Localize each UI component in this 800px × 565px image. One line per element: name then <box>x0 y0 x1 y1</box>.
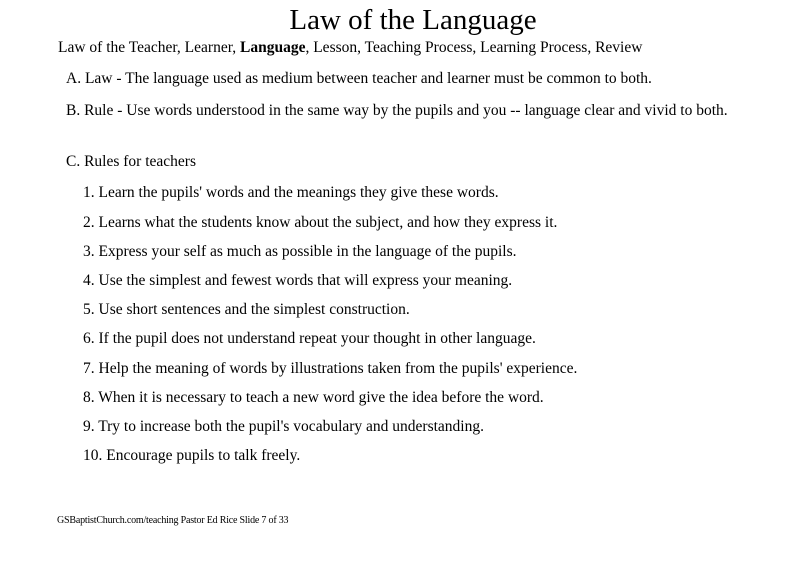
rule-item-3: 3. Express your self as much as possible in the language of the pupils. <box>83 243 517 260</box>
rule-item-2: 2. Learns what the students know about the subject, and how they express it. <box>83 214 558 231</box>
topic-navigation <box>58 38 642 57</box>
law-statement: A. Law - The language used as medium between teacher and learner must be common to both. <box>66 70 652 87</box>
rule-item-4: 4. Use the simplest and fewest words that will express your meaning. <box>83 272 513 289</box>
slide-footer: GSBaptistChurch.com/teaching Pastor Ed Rice Slide 7 of 33 <box>57 515 289 526</box>
nav-current-topic: Language <box>240 39 306 56</box>
rule-item-5: 5. Use short sentences and the simplest construction. <box>83 301 410 318</box>
rules-heading: C. Rules for teachers <box>66 153 196 170</box>
rule-item-8: 8. When it is necessary to teach a new word give the idea before the word. <box>83 389 544 406</box>
rule-item-10: 10. Encourage pupils to talk freely. <box>83 447 301 464</box>
rule-statement: B. Rule - Use words understood in the same way by the pupils and you -- language clear and vivid to both. <box>66 102 728 119</box>
nav-text-after: , Lesson, Teaching Process, Learning Process, Review <box>305 39 643 56</box>
nav-text-before: Law of the Teacher, Learner, <box>58 39 240 56</box>
rule-item-6: 6. If the pupil does not understand repeat your thought in other language. <box>83 330 536 347</box>
rule-item-7: 7. Help the meaning of words by illustrations taken from the pupils' experience. <box>83 360 578 377</box>
slide-title: Law of the Language <box>289 4 537 36</box>
rule-item-1: 1. Learn the pupils' words and the meanings they give these words. <box>83 184 499 201</box>
rule-item-9: 9. Try to increase both the pupil's vocabulary and understanding. <box>83 418 484 435</box>
